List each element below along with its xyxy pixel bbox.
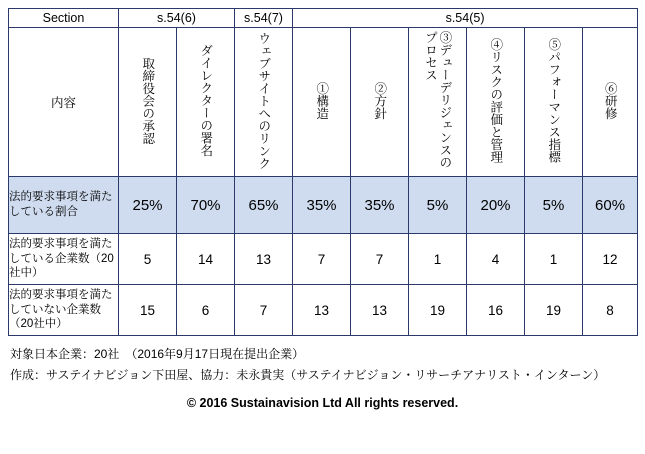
page-root — [0, 8, 645, 454]
cell-value: 70% — [177, 177, 235, 234]
column-header-due-diligence: ③デューデリジェンスのプロセス — [409, 28, 467, 177]
column-header-performance-indicator: ⑤パフォーマンス指標 — [525, 28, 583, 177]
section-group-3: s.54(5) — [293, 9, 638, 28]
section-header-row — [9, 9, 638, 28]
section-label: Section — [9, 9, 119, 28]
cell-value: 4 — [467, 234, 525, 285]
table-row — [9, 234, 638, 285]
cell-value: 19 — [409, 285, 467, 336]
cell-value: 5% — [525, 177, 583, 234]
cell-value: 7 — [235, 285, 293, 336]
section-group-1: s.54(6) — [119, 9, 235, 28]
footnote-target-companies: 対象日本企業：20社 （2016年9月17日現在提出企業） — [10, 347, 305, 361]
row-label-percentage: 法的要求事項を満たしている割合 — [9, 177, 119, 234]
cell-value: 35% — [351, 177, 409, 234]
cell-value: 60% — [583, 177, 638, 234]
column-header-row — [9, 28, 638, 177]
column-header-board-approval: 取締役会の承認 — [119, 28, 177, 177]
row-label-compliant-count: 法的要求事項を満たしている企業数（20社中） — [9, 234, 119, 285]
footnotes — [10, 344, 645, 386]
cell-value: 13 — [293, 285, 351, 336]
table-row — [9, 177, 638, 234]
cell-value: 19 — [525, 285, 583, 336]
cell-value: 1 — [525, 234, 583, 285]
cell-value: 1 — [409, 234, 467, 285]
table-row — [9, 285, 638, 336]
column-header-website-link: ウェブサイトへのリンク — [235, 28, 293, 177]
section-group-2: s.54(7) — [235, 9, 293, 28]
cell-value: 25% — [119, 177, 177, 234]
cell-value: 8 — [583, 285, 638, 336]
cell-value: 65% — [235, 177, 293, 234]
cell-value: 12 — [583, 234, 638, 285]
content-label: 内容 — [9, 28, 119, 177]
column-header-structure: ①構造 — [293, 28, 351, 177]
column-header-director-signature: ダイレクターの署名 — [177, 28, 235, 177]
cell-value: 16 — [467, 285, 525, 336]
cell-value: 13 — [351, 285, 409, 336]
cell-value: 13 — [235, 234, 293, 285]
cell-value: 14 — [177, 234, 235, 285]
column-header-policy: ②方針 — [351, 28, 409, 177]
footnote-authors: 作成：サステイナビジョン下田屋、協力：未永貴実（サステイナビジョン・リサーチアナリスト・インターン） — [10, 368, 606, 382]
cell-value: 5 — [119, 234, 177, 285]
cell-value: 20% — [467, 177, 525, 234]
column-header-risk-management: ④リスクの評価と管理 — [467, 28, 525, 177]
column-header-training: ⑥研修 — [583, 28, 638, 177]
cell-value: 7 — [351, 234, 409, 285]
cell-value: 5% — [409, 177, 467, 234]
row-label-noncompliant-count: 法的要求事項を満たしていない企業数（20社中） — [9, 285, 119, 336]
cell-value: 6 — [177, 285, 235, 336]
copyright-notice: © 2016 Sustainavision Ltd All rights reserved. — [186, 396, 459, 410]
compliance-table — [8, 8, 638, 336]
cell-value: 7 — [293, 234, 351, 285]
cell-value: 35% — [293, 177, 351, 234]
cell-value: 15 — [119, 285, 177, 336]
